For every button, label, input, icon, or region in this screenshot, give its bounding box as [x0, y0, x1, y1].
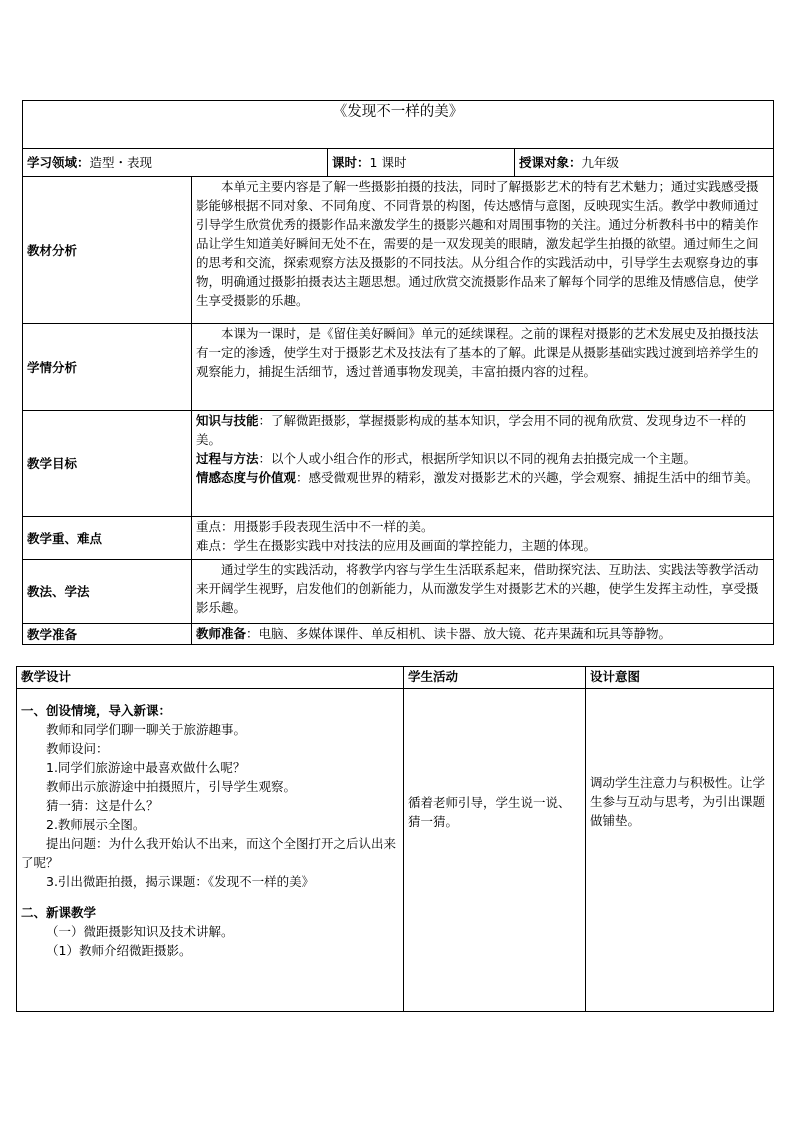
- difficult-point: 难点：学生在摄影实践中对技法的应用及画面的掌控能力，主题的体现。: [196, 538, 597, 553]
- part1-title: 一、创设情境，导入新课：: [21, 703, 172, 718]
- lesson-design-table: [16, 666, 774, 1012]
- header-intent: 设计意图: [586, 667, 774, 689]
- activity-cell: [404, 689, 586, 1012]
- design-line: 3.引出微距拍摄，揭示课题：《发现不一样的美》: [46, 874, 315, 889]
- design-line: 提出问题：为什么我开始认不出来，而这个全图打开之后认出来了呢？: [21, 836, 397, 870]
- knowledge-label: 知识与技能: [196, 413, 259, 428]
- prep-label: 教学准备: [23, 624, 192, 645]
- design-line: （一）微距摄影知识及技术讲解。: [46, 924, 234, 939]
- design-line: 猜一猜：这是什么？: [46, 798, 159, 813]
- methods-text: 通过学生的实践活动，将教学内容与学生生活联系起来，借助探究法、互助法、实践法等教学活动来开阔学生视野，启发他们的创新能力，从而激发学生对摄影艺术的兴趣，使学生发挥主动性，享受摄影乐趣。: [192, 560, 774, 624]
- hours-value: 1 课时: [369, 155, 407, 170]
- design-line: 教师出示旅游途中拍摄照片，引导学生观察。: [46, 779, 297, 794]
- keypoints-cell: [192, 517, 774, 560]
- emotion-text: ：感受微观世界的精彩，激发对摄影艺术的兴趣，学会观察、捕捉生活中的细节美。: [296, 470, 759, 485]
- intent-cell: [586, 689, 774, 1012]
- teacher-prep-label: 教师准备: [196, 626, 247, 641]
- design-line: （1）教师介绍微距摄影。: [46, 943, 192, 958]
- design-line: 2.教师展示全图。: [46, 817, 146, 832]
- material-label: 教材分析: [23, 177, 192, 324]
- emotion-label: 情感态度与价值观: [196, 470, 297, 485]
- hours-cell: [328, 149, 515, 177]
- field-label: 学习领域：: [27, 155, 90, 170]
- process-label: 过程与方法: [196, 451, 259, 466]
- activity-text: 循着老师引导，学生说一说、猜一猜。: [408, 795, 571, 829]
- material-text: 本单元主要内容是了解一些摄影拍摄的技法，同时了解摄影艺术的特有艺术魅力；通过实践感受摄影能够根据不同对象、不同角度、不同背景的构图，传达感情与意图，反映现实生活。教学中教师通过引导学生欣赏优秀的摄影作品来激发学生的摄影兴趣和对周围事物的关注。通过分析教科书中的精美作品让学生知道美好瞬间无处不在，需要的是一双发现美的眼睛，激发起学生拍摄的欲望。通过师生之间的思考和交流，探索观察方法及摄影的不同技法。从分组合作的实践活动中，引导学生去观察身边的事物，明确通过摄影拍摄表达主题思想。通过欣赏交流摄影作品来了解每个同学的思维及情感信息，使学生享受摄影的乐趣。: [192, 177, 774, 324]
- design-line: 教师设问：: [46, 741, 109, 756]
- part2-title: 二、新课教学: [21, 905, 97, 920]
- field-cell: [23, 149, 328, 177]
- grade-value: 九年级: [581, 155, 620, 170]
- knowledge-text: ：了解微距摄影，掌握摄影构成的基本知识，学会用不同的视角欣赏、发现身边不一样的美。: [196, 413, 747, 447]
- student-label: 学情分析: [23, 324, 192, 411]
- goals-cell: [192, 411, 774, 517]
- header-design: 教学设计: [17, 667, 404, 689]
- header-activity: 学生活动: [404, 667, 586, 689]
- lesson-info-table: [22, 100, 774, 645]
- grade-cell: [515, 149, 774, 177]
- keypoints-label: 教学重、难点: [23, 517, 192, 560]
- intent-text: 调动学生注意力与积极性。让学生参与互动与思考，为引出课题做铺垫。: [590, 775, 766, 828]
- methods-label: 教法、学法: [23, 560, 192, 624]
- design-line: 教师和同学们聊一聊关于旅游趣事。: [46, 722, 247, 737]
- field-value: 造型・表现: [89, 155, 153, 170]
- design-content: [17, 689, 404, 1012]
- grade-label: 授课对象：: [519, 155, 582, 170]
- student-text: 本课为一课时，是《留住美好瞬间》单元的延续课程。之前的课程对摄影的艺术发展史及拍摄技法有一定的渗透，使学生对于摄影艺术及技法有了基本的了解。此课是从摄影基础实践过渡到培养学生的观察能力，捕捉生活细节，透过普通事物发现美，丰富拍摄内容的过程。: [192, 324, 774, 411]
- hours-label: 课时：: [332, 155, 370, 170]
- document-title: 《发现不一样的美》: [23, 101, 774, 149]
- design-line: 1.同学们旅游途中最喜欢做什么呢？: [46, 760, 246, 775]
- prep-cell: [192, 624, 774, 645]
- prep-text: ：电脑、多媒体课件、单反相机、读卡器、放大镜、花卉果蔬和玩具等静物。: [246, 626, 672, 641]
- process-text: ：以个人或小组合作的形式，根据所学知识以不同的视角去拍摄完成一个主题。: [258, 451, 697, 466]
- key-point: 重点：用摄影手段表现生活中不一样的美。: [196, 519, 434, 534]
- goals-label: 教学目标: [23, 411, 192, 517]
